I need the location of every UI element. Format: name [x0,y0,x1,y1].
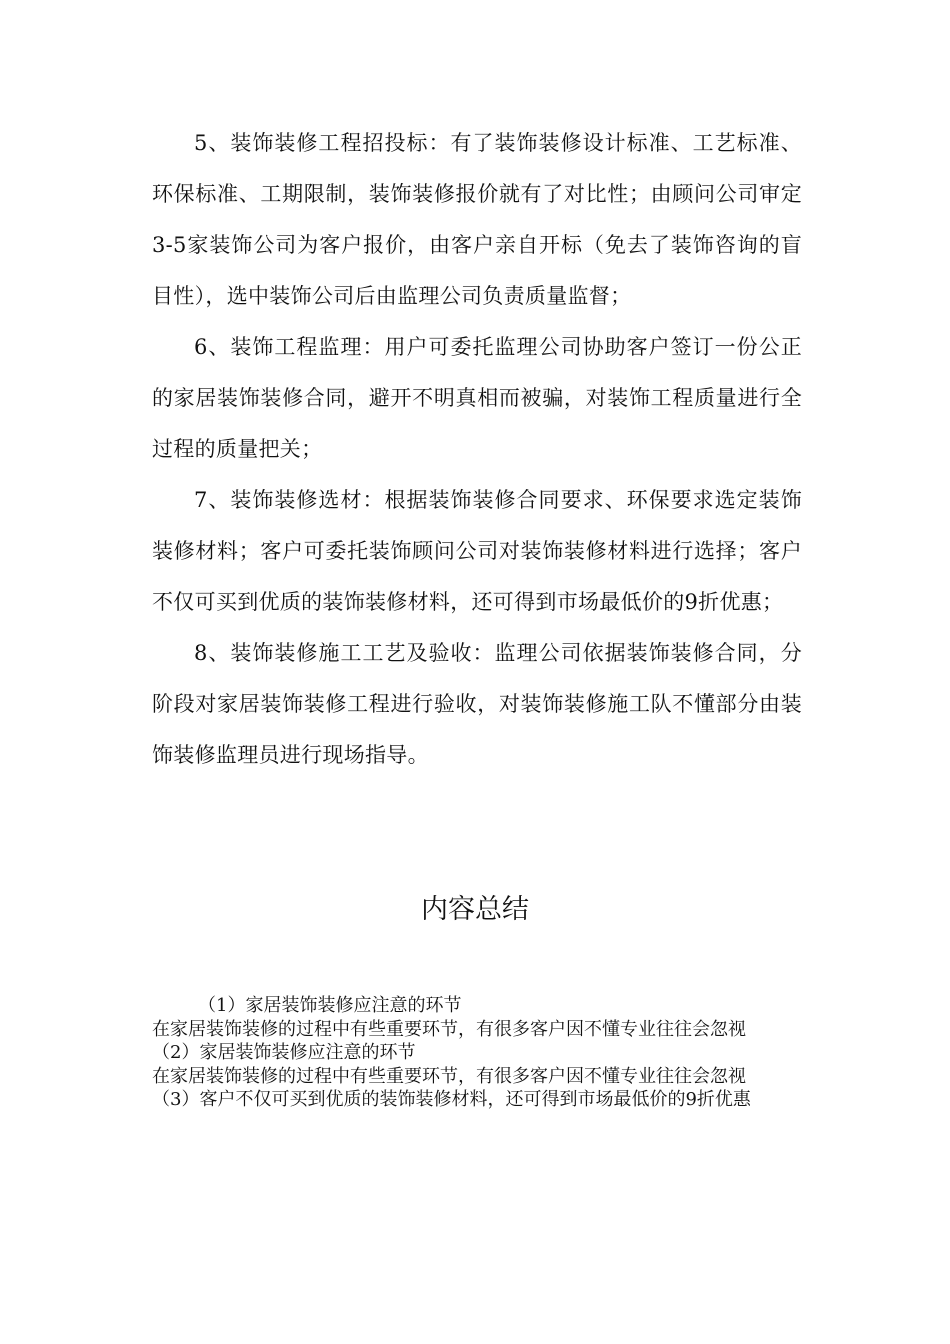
summary-item-3: （3）客户不仅可买到优质的装饰装修材料，还可得到市场最低价的9折优惠 [152,1089,751,1110]
summary-title: 内容总结 [421,894,529,925]
body-text [152,118,802,781]
summary-item-1: （1）家居装饰装修应注意的环节 [198,995,462,1016]
summary-item-1-detail: 在家居装饰装修的过程中有些重要环节，有很多客户因不懂专业往往会忽视 [152,1018,746,1040]
paragraph-5-bidding: 5、装饰装修工程招投标：有了装饰装修设计标准、工艺标准、环保标准、工期限制，装饰装修报价就有了对比性；由顾问公司审定3-5家装饰公司为客户报价，由客户亲自开标（免去了装饰咨询的盲目性），选中装饰公司后由监理公司负责质量监督； [152,131,802,308]
paragraph-7-materials: 7、装饰装修选材：根据装饰装修合同要求、环保要求选定装饰装修材料；客户可委托装饰顾问公司对装饰装修材料进行选择；客户不仅可买到优质的装饰装修材料，还可得到市场最低价的9折优惠； [152,488,802,614]
summary-section [152,994,800,1112]
summary-item-2-detail: 在家居装饰装修的过程中有些重要环节，有很多客户因不懂专业往往会忽视 [152,1065,746,1087]
paragraph-8-acceptance: 8、装饰装修施工工艺及验收：监理公司依据装饰装修合同，分阶段对家居装饰装修工程进行验收，对装饰装修施工队不懂部分由装饰装修监理员进行现场指导。 [152,641,802,767]
summary-item-2: （2）家居装饰装修应注意的环节 [152,1042,416,1063]
paragraph-6-supervision: 6、装饰工程监理：用户可委托监理公司协助客户签订一份公正的家居装饰装修合同，避开不明真相而被骗，对装饰工程质量进行全过程的质量把关； [152,335,802,461]
